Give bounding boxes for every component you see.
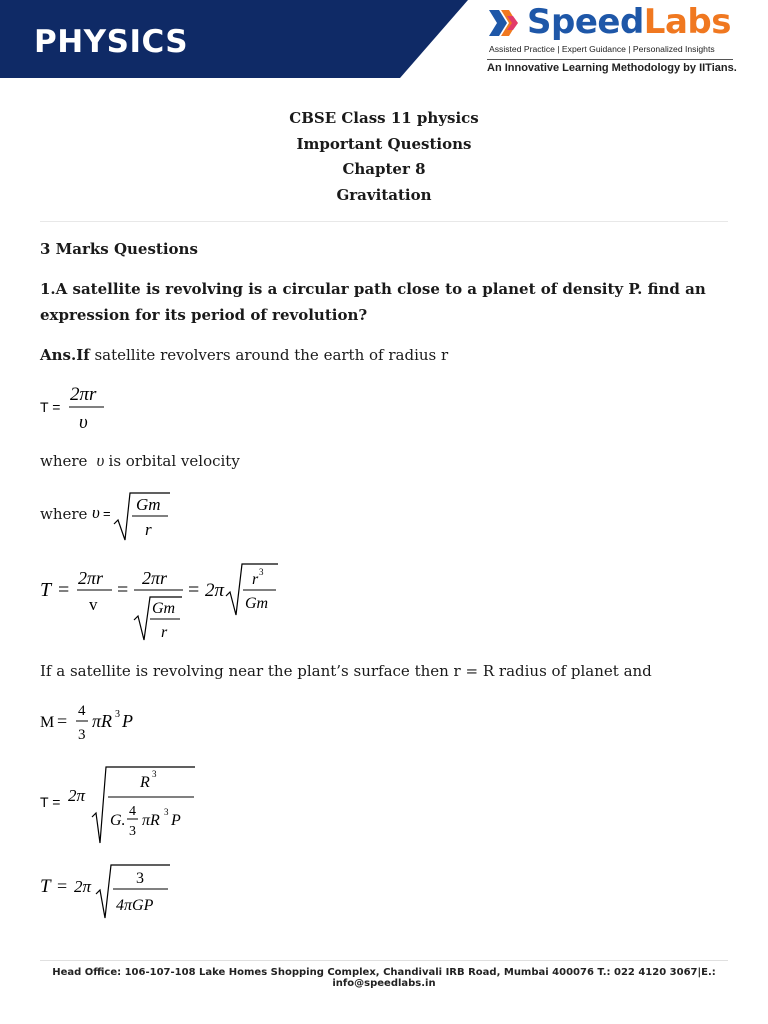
where-velocity-definition: where (40, 505, 88, 523)
surface-condition: If a satellite is revolving near the plant’s surface then r = R radius of planet and (40, 662, 652, 680)
svg-text:3: 3 (164, 807, 169, 817)
svg-text:3: 3 (129, 824, 136, 839)
svg-text:4πGP: 4πGP (116, 897, 154, 914)
svg-text:G.: G. (110, 812, 126, 829)
title-line-chapter: Chapter 8 (342, 160, 426, 178)
svg-text:T: T (40, 876, 51, 897)
svg-text:r: r (145, 520, 152, 539)
question-line-1: 1.A satellite is revolving is a circular path close to a planet of density P. find an (40, 280, 706, 298)
svg-text:Gm: Gm (152, 600, 176, 617)
svg-text:3: 3 (115, 709, 120, 720)
title-line-topic: Gravitation (336, 185, 432, 204)
svg-text:υ: υ (79, 412, 88, 433)
brand-divider (487, 59, 733, 60)
svg-text:3: 3 (136, 870, 144, 887)
footer-contact: Head Office: 106-107-108 Lake Homes Shopping Complex, Chandivali IRB Road, Mumbai 400076 T.: 022 4120 3067|E.: info@speedlabs.in (52, 967, 716, 989)
svg-text:=: = (117, 579, 129, 601)
svg-text:r: r (252, 571, 259, 588)
equation-period-derivation (40, 560, 290, 650)
equation-period-final (40, 862, 180, 922)
question-line-2: expression for its period of revolution? (40, 306, 368, 324)
svg-text:v: v (89, 595, 98, 614)
svg-text:3: 3 (78, 727, 86, 743)
equation-period-velocity (40, 382, 120, 434)
answer-label: Ans.If (40, 346, 90, 364)
svg-text:=: = (188, 579, 200, 601)
svg-text:P: P (171, 812, 181, 829)
svg-text:=: = (57, 711, 68, 731)
svg-text:3: 3 (259, 567, 264, 577)
where-orbital-velocity: where υ is orbital velocity (40, 451, 240, 470)
answer-intro (40, 343, 448, 368)
speedlabs-logo (487, 4, 737, 76)
svg-text:υ: υ (92, 503, 100, 522)
section-heading: 3 Marks Questions (40, 240, 198, 258)
equation-orbital-velocity (92, 488, 182, 544)
svg-text:=: = (58, 579, 70, 601)
svg-text:r: r (161, 624, 168, 641)
svg-text:T =: T = (40, 399, 61, 415)
svg-text:2πr: 2πr (70, 384, 97, 405)
subject-title: PHYSICS (34, 24, 189, 60)
svg-text:T =: T = (40, 794, 61, 810)
svg-text:2πr: 2πr (78, 568, 104, 588)
svg-text:=: = (103, 506, 111, 521)
brand-tagline: Assisted Practice | Expert Guidance | Personalized Insights (489, 44, 715, 54)
svg-text:2π: 2π (68, 786, 86, 805)
svg-text:M: M (40, 714, 55, 731)
svg-text:Gm: Gm (245, 595, 269, 612)
svg-text:T: T (40, 579, 52, 601)
svg-text:πR: πR (92, 711, 113, 731)
svg-text:R: R (140, 774, 150, 791)
title-line-heading: Important Questions (296, 134, 472, 153)
chevron-logo-icon (487, 6, 523, 40)
svg-text:2π: 2π (74, 877, 92, 896)
title-divider (40, 221, 728, 222)
svg-text:3: 3 (152, 769, 157, 779)
equation-period-density-substitution (40, 763, 210, 847)
footer-divider (40, 960, 728, 961)
svg-text:2πr: 2πr (142, 568, 168, 588)
brand-name: SpeedLabs (527, 2, 731, 42)
answer-intro-text: satellite revolvers around the earth of radius r (89, 346, 449, 364)
equation-planet-mass (40, 697, 160, 751)
document-title (0, 106, 768, 208)
svg-text:4: 4 (129, 804, 136, 819)
brand-subline: An Innovative Learning Methodology by IITians. (487, 62, 737, 74)
svg-text:4: 4 (78, 703, 86, 719)
svg-text:Gm: Gm (136, 495, 161, 514)
svg-text:=: = (57, 876, 68, 896)
svg-text:2π: 2π (205, 580, 225, 601)
title-line-course: CBSE Class 11 physics (289, 109, 479, 127)
svg-text:πR: πR (142, 812, 160, 829)
svg-text:P: P (122, 711, 133, 731)
